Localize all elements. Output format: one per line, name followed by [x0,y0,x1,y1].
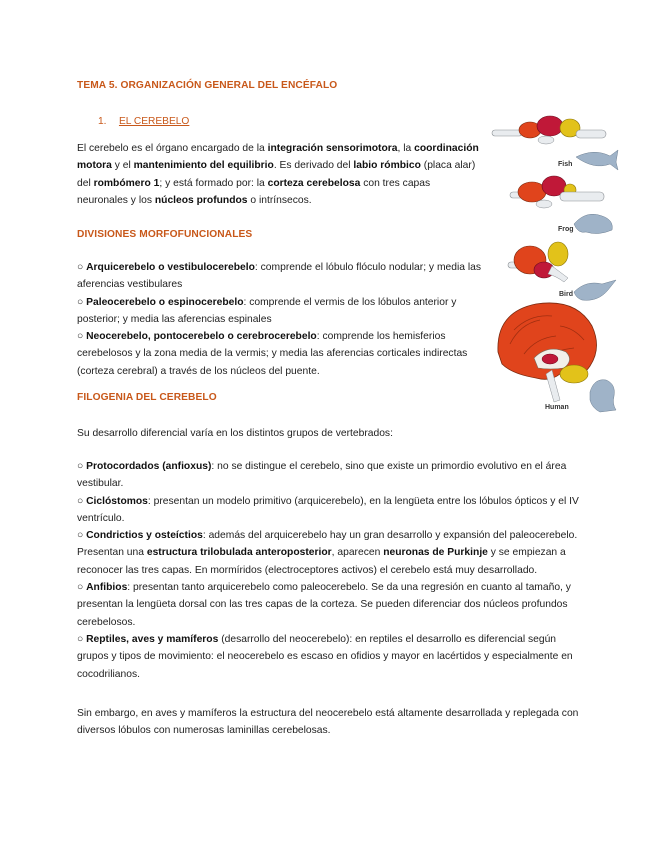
fish-brain [492,116,606,144]
filogenia-heading: FILOGENIA DEL CEREBELO [77,392,217,403]
item-term: Ciclóstomos [86,495,148,507]
page-title: TEMA 5. ORGANIZACIÓN GENERAL DEL ENCÉFALO [77,80,338,91]
human-brain [498,303,597,402]
section-heading [98,111,189,129]
intro-text: (placa alar) del [77,160,476,189]
item-text: : comprende los hemisferios cerebelosos y la zona media de la vermis; y media las aferencias corticales indirectas (corteza cerebral) a través de los núcleos del puente. [77,331,468,377]
item-term: Protocordados (anfioxus) [86,461,212,472]
item-term: Reptiles, aves y mamíferos [86,633,219,645]
intro-bold: labio rómbico [353,160,421,172]
intro-bold: coordinación motora [77,143,479,172]
item-term: Anfibios [86,582,128,594]
bullet-icon: ○ [77,296,84,308]
list-item [77,631,585,683]
fish-silhouette-icon [576,150,618,170]
item-text: , aparecen [331,547,384,559]
intro-paragraph [77,140,481,209]
item-term: estructura trilobulada anteroposterior [146,547,332,559]
item-text: y se empiezan a reconocer las tres capas. En mormíridos (electroceptores activos) el cerebelo está muy desarrollado. [77,547,566,576]
bullet-icon: ○ [77,331,84,343]
item-text: (desarrollo del neocerebelo): en reptiles el desarrollo es diferencial según grupos y tipos de movimiento: el neocerebelo es escaso en ofidios y mayor en lacértidos y especialmente en cocodrilianos. [77,633,573,680]
brain-illustration [490,112,620,417]
divisiones-heading: DIVISIONES MORFOFUNCIONALES [77,229,253,240]
bird-label: Bird [559,291,573,298]
bullet-icon: ○ [77,633,84,645]
intro-bold: mantenimiento del equilibrio [133,160,274,172]
intro-bold: integración sensorimotora [267,143,398,154]
intro-text: . Es derivado del [273,160,354,172]
intro-text: o intrínsecos. [247,194,312,206]
bird-brain [508,242,568,282]
item-text: : no se distingue el cerebelo, sino que existe un primordio evolutivo en el área vestibular. [77,461,567,490]
intro-text: con tres capas neuronales y los [77,177,431,206]
intro-text: y el [111,160,134,172]
bullet-icon: ○ [77,530,84,542]
list-item [77,527,585,579]
human-label: Human [545,404,569,411]
intro-bold: núcleos profundos [154,194,248,206]
section-number: 1. [98,116,107,127]
item-term: Arquicerebelo o vestibulocerebelo [86,262,255,273]
list-item [77,493,585,528]
fish-label: Fish [558,161,573,168]
item-term: Condrictios y osteíctios [86,530,203,542]
item-text: : comprende el vermis de los lóbulos anterior y posterior; y media las aferencias espinales [77,296,457,325]
item-text: : además del arquicerebelo hay un gran desarrollo y expansión del paleocerebelo. Presentan una [77,530,578,559]
frog-silhouette-icon [574,214,612,233]
filogenia-list [77,458,585,683]
brain-comparison-figure [490,112,620,417]
filogenia-lead: Su desarrollo diferencial varía en los distintos grupos de vertebrados: [77,428,393,439]
list-item [77,328,481,380]
item-term: neuronas de Purkinje [383,547,488,559]
intro-bold: rombómero 1 [93,177,160,189]
item-text: : comprende el lóbulo flóculo nodular; y media las aferencias vestibulares [77,262,482,291]
bullet-icon: ○ [77,495,84,507]
section-title: EL CEREBELO [118,116,190,127]
item-text: : presentan tanto arquicerebelo como paleocerebelo. Se da una regresión en cuanto al tamaño, y presentan la lengüeta dorsal con las tres capas de la corteza. Se pueden diferenciar dos núcleos profundos cerebelosos. [77,582,571,628]
item-term: Paleocerebelo o espinocerebelo [86,296,244,308]
list-item [77,294,481,329]
item-text: : presentan un modelo primitivo (arquicerebelo), en la lengüeta entre los lóbulos ópticos y el IV ventrículo. [77,495,579,524]
frog-label: Frog [558,226,574,233]
divisiones-list [77,259,481,380]
bullet-icon: ○ [77,582,84,594]
human-head-silhouette-icon [590,380,616,412]
item-term: Neocerebelo, pontocerebelo o cerebrocerebelo [86,331,317,343]
intro-text: , la [397,143,415,154]
list-item [77,579,585,631]
bullet-icon: ○ [77,461,84,472]
bullet-icon: ○ [77,262,84,273]
intro-text: El cerebelo es el órgano encargado de la [77,143,268,154]
intro-bold: corteza cerebelosa [267,177,361,189]
bird-silhouette-icon [574,280,616,300]
frog-brain [510,176,604,208]
closing-paragraph: Sin embargo, en aves y mamíferos la estructura del neocerebelo está altamente desarrollada y replegada con diversos lóbulos con numerosas laminillas cerebelosas. [77,708,579,737]
list-item [77,458,585,493]
list-item [77,259,481,294]
intro-text: ; y está formado por: la [159,177,268,189]
